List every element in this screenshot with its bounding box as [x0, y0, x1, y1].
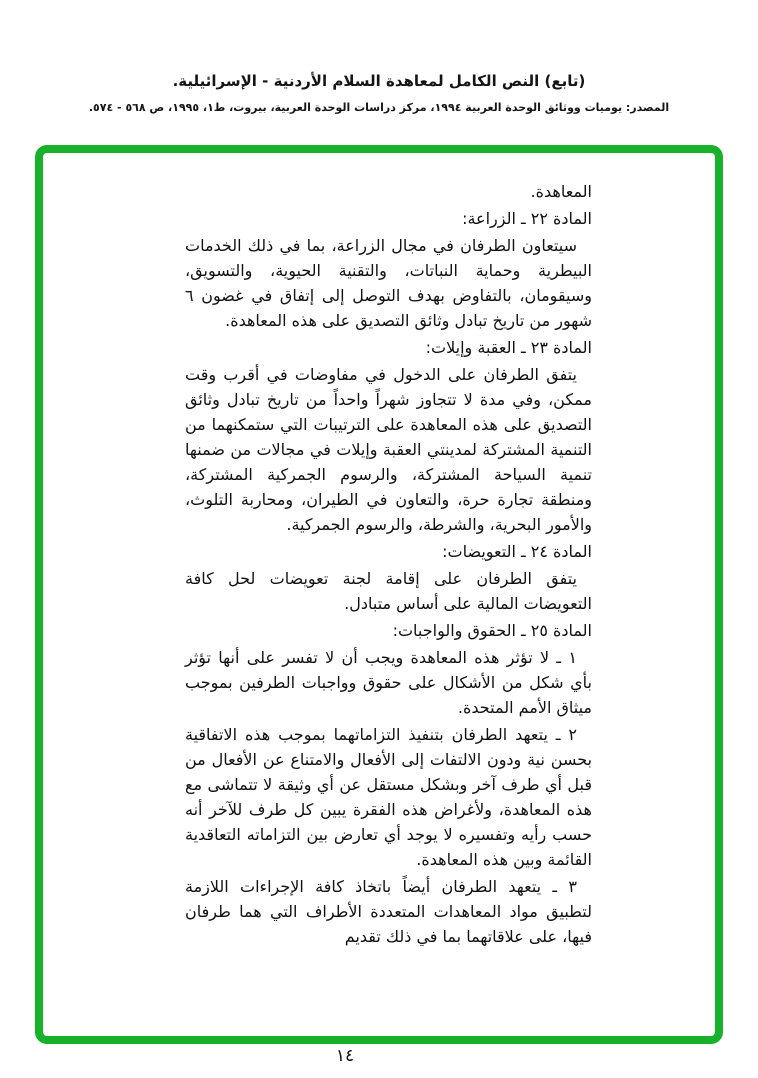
- treaty-text-block: [185, 179, 592, 951]
- article-22-body: سيتعاون الطرفان في مجال الزراعة، بما في ذلك الخدمات البيطرية وحماية النباتات، والتقنية الحيوية، والتسويق، وسيقومان، بالتفاوض بهدف التوصل إلى إتفاق في غضون ٦ شهور من تاريخ تبادل وثائق التصديق على هذه المعاهدة.: [185, 236, 592, 330]
- article-22-heading: المادة ٢٢ ـ الزراعة:: [462, 209, 592, 228]
- source-citation: المصدر: يوميات ووثائق الوحدة العربية ١٩٩٤، مركز دراسات الوحدة العربية، بيروت، ط١، ١٩٩٥، ص ٥٦٨ - ٥٧٤.: [88, 101, 670, 114]
- paragraph-continuation: المعاهدة.: [530, 182, 592, 201]
- article-24-heading: المادة ٢٤ ـ التعويضات:: [442, 542, 592, 561]
- page-number: ١٤: [335, 1046, 355, 1066]
- green-border-frame: [35, 145, 723, 1044]
- article-25-clause-1: ١ ـ لا تؤثر هذه المعاهدة ويجب أن لا تفسر على أنها تؤثر بأي شكل من الأشكال على حقوق وواجبات الطرفين بموجب ميثاق الأمم المتحدة.: [185, 648, 592, 717]
- article-25-clause-2: ٢ ـ يتعهد الطرفان بتنفيذ التزاماتهما بموجب هذه الاتفاقية بحسن نية ودون الالتفات إلى الأفعال والامتناع عن الأفعال من قبل أي طرف آخر وبشكل مستقل عن أي وثيقة لا تتماشى مع هذه المعاهدة، ولأغراض هذه الفقرة يبين كل طرف للآخر أنه حسب رأيه وتفسيره لا يوجد أي تعارض بين التزاماته التعاقدية القائمة وبين هذه المعاهدة.: [185, 725, 592, 869]
- article-25-heading: المادة ٢٥ ـ الحقوق والواجبات:: [392, 621, 592, 640]
- article-23-body: يتفق الطرفان على الدخول في مفاوضات في أقرب وقت ممكن، وفي مدة لا تتجاوز شهراً واحداً من تاريخ تبادل وثائق التصديق على هذه المعاهدة على الترتيبات التي ستمكنهما من التنمية المشتركة لمدينتي العقبة وإيلات في مجالات من ضمنها تنمية السياحة المشتركة، والرسوم الجمركية المشتركة، ومنطقة تجارة حرة، والتعاون في الطيران، ومحاربة التلوث، والأمور البحرية، والشرطة، والرسوم الجمركية.: [185, 365, 592, 534]
- page-title: (تابع) النص الكامل لمعاهدة السلام الأردنية - الإسرائيلية.: [172, 72, 586, 90]
- article-23-heading: المادة ٢٣ ـ العقبة وإيلات:: [425, 338, 592, 357]
- article-25-clause-3: ٣ ـ يتعهد الطرفان أيضاً باتخاذ كافة الإجراءات اللازمة لتطبيق مواد المعاهدات المتعددة الأطراف التي هما طرفان فيها، على علاقاتهما بما في ذلك تقديم: [185, 877, 592, 946]
- article-24-body: يتفق الطرفان على إقامة لجنة تعويضات لحل كافة التعويضات المالية على أساس متبادل.: [185, 569, 592, 613]
